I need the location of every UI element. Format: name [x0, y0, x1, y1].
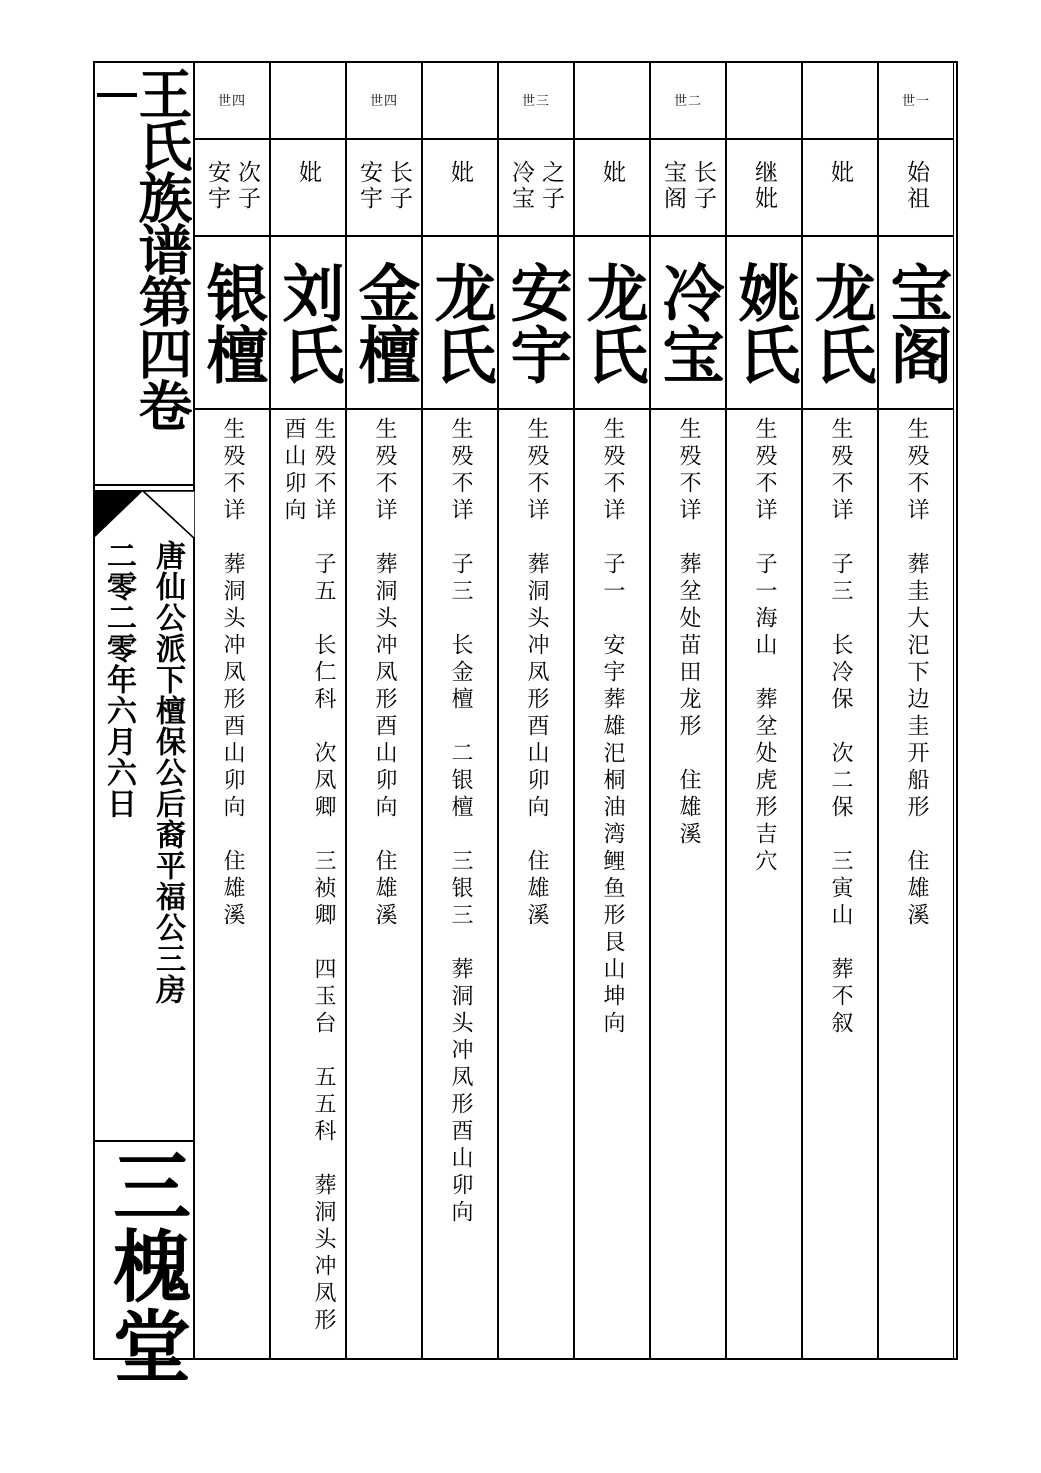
bio-text: 生殁不详 葬洞头冲凤形酉山卯向 住雄溪	[220, 417, 245, 930]
record-column	[651, 61, 727, 1360]
bio-cell	[271, 410, 345, 1360]
record-column	[879, 61, 953, 1360]
bio-text: 生殁不详 葬洞头冲凤形酉山卯向 住雄溪	[372, 417, 397, 930]
generation-label: 世四	[195, 61, 269, 140]
relation-label: 次子 安宇	[204, 160, 260, 212]
date-text: 二零二零年六月六日	[101, 540, 136, 819]
bio-cell	[195, 410, 269, 1360]
person-name: 龙氏	[424, 261, 497, 385]
bio-text: 生殁不详 葬坌处苗田龙形 住雄溪	[676, 417, 701, 849]
record-column	[271, 61, 347, 1360]
name-cell	[347, 237, 421, 410]
bio-text: 生殁不详 子三 长金檀 二银檀 三银三 葬洞头冲凤形酉山卯向	[448, 417, 473, 1227]
bio-cell	[727, 410, 801, 1360]
relation-cell	[879, 140, 953, 237]
relation-label: 妣	[827, 160, 853, 186]
bio-cell	[347, 410, 421, 1360]
bio-text: 生殁不详 子三 长冷保 次二保 三寅山 葬不叙	[828, 417, 853, 1038]
bio-cell	[499, 410, 573, 1360]
relation-cell	[575, 140, 649, 237]
relation-cell	[195, 140, 269, 237]
generation-label	[727, 61, 801, 140]
bio-text: 生殁不详 子一 安宇葬雄汜桐油湾鲤鱼形艮山坤向	[600, 417, 625, 1038]
generation-label: 世二	[651, 61, 725, 140]
name-cell	[879, 237, 953, 410]
relation-label: 继妣	[751, 160, 777, 212]
relation-cell	[499, 140, 573, 237]
name-cell	[575, 237, 649, 410]
relation-cell	[803, 140, 877, 237]
outer-border-line	[953, 61, 954, 1360]
person-name: 冷宝	[652, 261, 725, 385]
fish-tail-ornament	[93, 491, 195, 539]
relation-label: 妣	[599, 160, 625, 186]
record-column	[423, 61, 499, 1360]
record-column	[195, 61, 271, 1360]
bio-cell	[575, 410, 649, 1360]
relation-cell	[347, 140, 421, 237]
generation-label: 世三	[499, 61, 573, 140]
genealogy-grid	[195, 61, 953, 1360]
hall-name: 三槐堂	[100, 1146, 191, 1386]
relation-cell	[423, 140, 497, 237]
relation-label: 妣	[295, 160, 321, 186]
generation-label: 世四	[347, 61, 421, 140]
name-cell	[803, 237, 877, 410]
generation-label	[423, 61, 497, 140]
name-cell	[271, 237, 345, 410]
relation-label: 之子 冷宝	[508, 160, 564, 212]
relation-cell	[651, 140, 725, 237]
person-name: 安宇	[500, 261, 573, 385]
name-cell	[651, 237, 725, 410]
relation-cell	[727, 140, 801, 237]
bio-cell	[879, 410, 953, 1360]
generation-label	[575, 61, 649, 140]
name-cell	[423, 237, 497, 410]
record-column	[499, 61, 575, 1360]
person-name: 宝阁	[880, 261, 953, 385]
generation-label	[803, 61, 877, 140]
record-column	[347, 61, 423, 1360]
person-name: 龙氏	[804, 261, 877, 385]
bio-text: 生殁不详 葬洞头冲凤形酉山卯向 住雄溪	[524, 417, 549, 930]
record-column	[803, 61, 879, 1360]
bio-cell	[423, 410, 497, 1360]
spine-divider	[93, 484, 195, 486]
bio-cell	[651, 410, 725, 1360]
relation-cell	[271, 140, 345, 237]
generation-label	[271, 61, 345, 140]
bio-text: 生殁不详 葬圭大汜下边圭开船形 住雄溪	[904, 417, 929, 930]
person-name: 金檀	[348, 261, 421, 385]
relation-label: 长子 安宇	[356, 160, 412, 212]
record-column	[575, 61, 651, 1360]
person-name: 刘氏	[272, 261, 345, 385]
bio-text: 生殁不详 子一海山 葬坌处虎形吉穴	[752, 417, 777, 876]
record-column	[727, 61, 803, 1360]
person-name: 龙氏	[576, 261, 649, 385]
book-title: 王氏族谱第四卷	[130, 66, 194, 430]
bio-cell	[803, 410, 877, 1360]
relation-label: 长子 宝阁	[660, 160, 716, 212]
relation-label: 始祖	[903, 160, 929, 212]
relation-label: 妣	[447, 160, 473, 186]
name-cell	[195, 237, 269, 410]
bio-text: 生殁不详 子五 长仁科 次凤卿 三祯卿 四玉台 五五科 葬洞头冲凤形酉山卯向	[281, 417, 336, 1335]
person-name: 银檀	[196, 261, 269, 385]
name-cell	[727, 237, 801, 410]
spine-divider-lower	[93, 1140, 195, 1142]
branch-text: 唐仙公派下檀保公后裔平福公三房	[150, 540, 185, 1005]
generation-label: 世一	[879, 61, 953, 140]
fish-tail-left	[93, 491, 143, 539]
person-name: 姚氏	[728, 261, 801, 385]
name-cell	[499, 237, 573, 410]
